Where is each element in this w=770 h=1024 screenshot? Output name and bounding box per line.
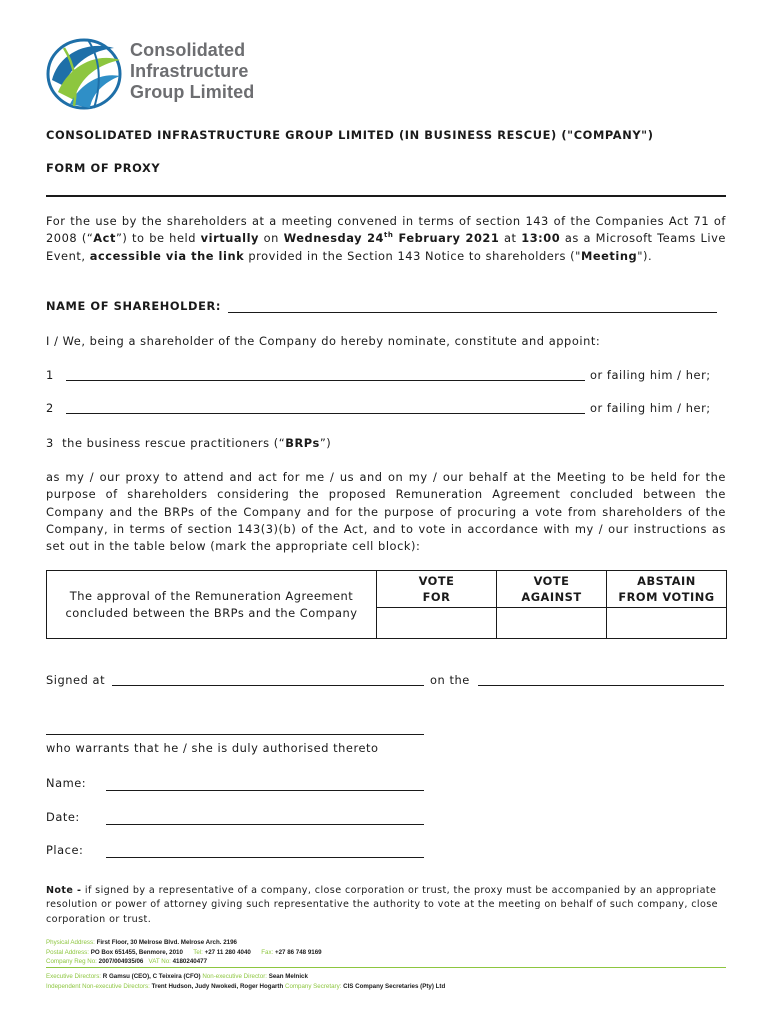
place-field[interactable] [106,857,424,858]
signed-at-field[interactable] [112,685,424,686]
heading-divider [46,195,726,197]
cig-globe-icon [44,34,126,112]
footer-address: Physical Address: First Floor, 30 Melrose Blvd. Melrose Arch. 2196 Postal Address: PO Box 651455, Benmore, 2010 Tel: +27 11 280 4040 Fax: +27 86 748 9169 Company Reg No: 2007/004935/06 VAT No: 4180240477 [46,939,322,966]
vote-table [46,570,727,639]
abstain-header: ABSTAIN FROM VOTING [607,571,727,608]
date-label: Date: [46,810,80,824]
name-field[interactable] [106,790,424,791]
signed-at-label: Signed at [46,673,106,687]
name-label: Name: [46,776,87,790]
note-paragraph: Note - if signed by a representative of a company, close corporation or trust, the proxy must be accompanied by an appropriate resolution or power of attorney giving such representative the authority to vote at the meeting on behalf of such company, close corporation or trust. [46,885,718,925]
abstain-cell[interactable] [607,608,727,639]
resolution-cell: The approval of the Remuneration Agreement concluded between the BRPs and the Company [47,571,377,639]
proxy-1-number: 1 [46,368,54,382]
logo-wordmark: Consolidated Infrastructure Group Limited [130,40,255,102]
signed-date-field[interactable] [478,685,724,686]
form-title: FORM OF PROXY [46,161,161,175]
shareholder-name-field[interactable] [228,312,717,313]
warrants-text: who warrants that he / she is duly authorised thereto [46,741,379,755]
proxy-1-suffix: or failing him / her; [590,368,711,382]
proxy-1-field[interactable] [66,380,585,381]
footer-divider [46,967,726,968]
place-label: Place: [46,843,84,857]
intro-paragraph: For the use by the shareholders at a meeting convened in terms of section 143 of the Companies Act 71 of 2008 (“Act”) to be held virtually on Wednesday 24th February 2021 at 13:00 as a Microsoft Teams Live Event, accessible via the link provided in the Section 143 Notice to shareholders ("Meeting"). [46,214,726,263]
appoint-text: I / We, being a shareholder of the Company do hereby nominate, constitute and appoint: [46,334,601,348]
shareholder-label: NAME OF SHAREHOLDER: [46,299,222,313]
proxy-2-field[interactable] [66,413,585,414]
document-heading: CONSOLIDATED INFRASTRUCTURE GROUP LIMITED (IN BUSINESS RESCUE) ("COMPANY") [46,128,654,142]
vote-against-header: VOTE AGAINST [497,571,607,608]
footer-directors: Executive Directors: R Gamsu (CEO), C Teixeira (CFO) Non-executive Director: Sean Melnick Independent Non-executive Directors: Trent Hudson, Judy Nwokedi, Roger Hogarth Company Secretary: CIS Company Secretaries (Pty) Ltd [46,973,446,990]
vote-against-cell[interactable] [497,608,607,639]
on-the-label: on the [430,673,470,687]
signature-field[interactable] [46,734,424,735]
brp-option: 3 the business rescue practitioners (“BRPs”) [46,436,332,450]
company-logo [44,34,284,114]
vote-for-cell[interactable] [377,608,497,639]
date-field[interactable] [106,824,424,825]
proxy-2-suffix: or failing him / her; [590,401,711,415]
vote-for-header: VOTE FOR [377,571,497,608]
proxy-paragraph: as my / our proxy to attend and act for me / us and on my / our behalf at the Meeting to be held for the purpose of shareholders considering the proposed Remuneration Agreement concluded between the Company and the BRPs of the Company and for the purpose of procuring a vote from shareholders of the Company, in terms of section 143(3)(b) of the Act, and to vote in accordance with my / our instructions as set out in the table below (mark the appropriate cell block): [46,470,726,554]
proxy-2-number: 2 [46,401,54,415]
